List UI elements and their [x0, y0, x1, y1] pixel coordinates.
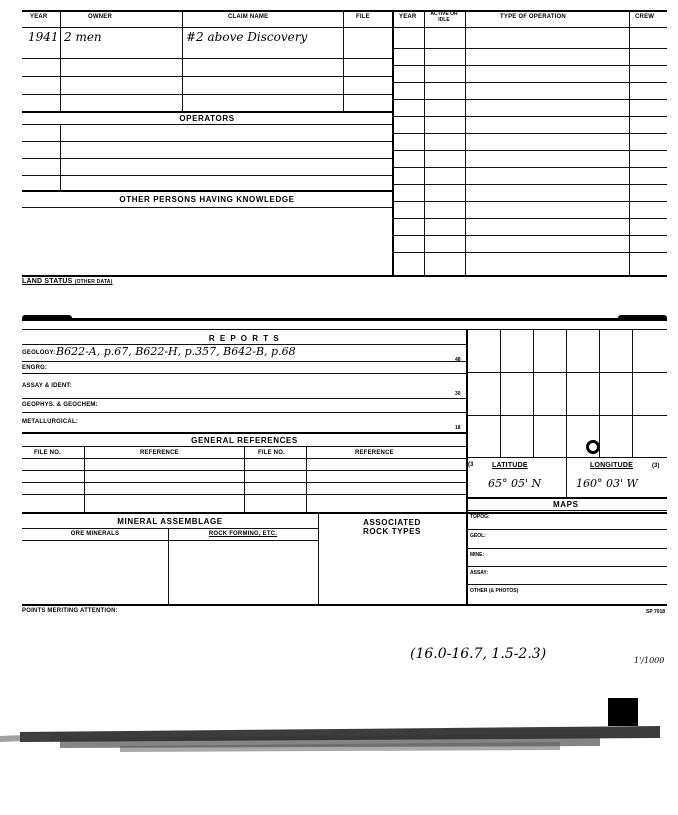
- entry-claim-name: #2 above Discovery: [186, 30, 308, 44]
- coords-note: (16.0-16.7, 1.5-2.3): [410, 646, 547, 662]
- divider: [343, 27, 344, 113]
- row-line: [22, 604, 667, 606]
- grid-line: [632, 329, 633, 457]
- row-line: [466, 510, 667, 511]
- claim-name-header: CLAIM NAME: [228, 14, 269, 20]
- associated-rock-types-label: [318, 518, 466, 536]
- engrg-label: ENGRG:: [22, 365, 48, 371]
- divider: [182, 10, 183, 27]
- form-number: SP 7018: [646, 609, 666, 615]
- topog-label: TOPOG:: [470, 514, 490, 520]
- row-line: [22, 190, 392, 192]
- row-line: [392, 201, 667, 202]
- year2-header: YEAR: [399, 14, 417, 20]
- divider-main: [392, 10, 394, 276]
- row-line: [22, 175, 392, 176]
- row-line: [22, 275, 667, 277]
- row-line: [392, 167, 667, 168]
- lon-suffix: (3): [652, 463, 660, 469]
- mineral-assemblage-title: MINERAL ASSEMBLAGE: [117, 517, 223, 526]
- ink-smudge: [618, 315, 667, 321]
- divider: [60, 27, 61, 113]
- divider: [424, 10, 425, 276]
- file-no-header: FILE NO.: [34, 450, 61, 456]
- row-line: [392, 65, 667, 66]
- reports-title: R E P O R T S: [208, 334, 281, 343]
- row-line: [22, 329, 667, 330]
- row-line: [22, 398, 467, 399]
- points-meriting-label: POINTS MERITING ATTENTION:: [22, 608, 118, 614]
- longitude-label: LONGITUDE: [590, 462, 634, 469]
- row-line: [392, 235, 667, 236]
- assay-map-label: ASSAY:: [470, 570, 489, 576]
- row-line: [22, 373, 467, 374]
- row-line: [392, 48, 667, 49]
- row-line: [22, 124, 392, 125]
- row-line: [22, 540, 318, 541]
- maps-title: MAPS: [553, 500, 579, 509]
- row-line: [22, 361, 467, 362]
- row-line: [22, 141, 392, 142]
- row-line: [22, 58, 392, 59]
- divider: [343, 10, 344, 27]
- reports-top-rule: [22, 318, 667, 321]
- other-photos-label: OTHER (& PHOTOS): [470, 588, 519, 594]
- file-header: FILE: [356, 14, 370, 20]
- grid-line: [566, 329, 567, 457]
- associated-line1: ASSOCIATED: [363, 518, 421, 527]
- grid-line: [533, 329, 534, 457]
- margin-number: 48: [455, 357, 461, 363]
- land-status-text: LAND STATUS: [22, 278, 73, 285]
- row-line: [22, 528, 318, 529]
- margin-number: 30: [455, 391, 461, 397]
- divider: [629, 10, 630, 276]
- divider: [60, 124, 61, 190]
- divider: [182, 27, 183, 113]
- divider: [244, 446, 245, 512]
- grid-line: [466, 372, 667, 373]
- land-status-sub: (OTHER DATA): [74, 279, 113, 285]
- row-line: [392, 218, 667, 219]
- row-line: [392, 184, 667, 185]
- general-references-title: GENERAL REFERENCES: [191, 436, 298, 445]
- assay-label: ASSAY & IDENT:: [22, 383, 72, 389]
- row-line: [466, 566, 667, 567]
- type-operation-header: TYPE OF OPERATION: [500, 14, 566, 20]
- row-line: [22, 158, 392, 159]
- row-line: [22, 76, 392, 77]
- land-status-label: [22, 278, 112, 285]
- header-underline: [22, 27, 667, 28]
- associated-line2: ROCK TYPES: [362, 527, 421, 536]
- row-line: [22, 207, 392, 208]
- grid-line: [466, 415, 667, 416]
- row-line: [466, 497, 667, 499]
- row-line: [466, 584, 667, 585]
- active-idle-header: ACTIVE OR IDLE: [430, 11, 458, 23]
- row-line: [22, 412, 467, 413]
- mine-label: MINE:: [470, 552, 485, 558]
- row-line: [392, 252, 667, 253]
- divider: [566, 457, 567, 497]
- reference-header-2: REFERENCE: [355, 450, 394, 456]
- row-line: [392, 150, 667, 151]
- row-line: [22, 94, 392, 95]
- geology-value: B622-A, p.67, B622-H, p.357, B642-B, p.68: [56, 345, 296, 358]
- ore-minerals-header: ORE MINERALS: [70, 531, 120, 537]
- row-line: [466, 548, 667, 549]
- geophys-label: GEOPHYS. & GEOCHEM:: [22, 402, 98, 408]
- divider: [60, 10, 61, 27]
- file-no-header-2: FILE NO.: [258, 450, 285, 456]
- metallurgical-label: METALLURGICAL:: [22, 419, 79, 425]
- latitude-label: LATITUDE: [492, 462, 528, 469]
- owner-header: OWNER: [88, 14, 112, 20]
- divider: [465, 10, 466, 276]
- row-line: [392, 133, 667, 134]
- rock-forming-header: ROCK FORMING, ETC.: [208, 531, 278, 537]
- row-line: [392, 99, 667, 100]
- entry-year: 1941: [28, 30, 59, 44]
- grid-line: [500, 329, 501, 457]
- divider: [84, 446, 85, 512]
- year-header: YEAR: [30, 14, 48, 20]
- reference-header: REFERENCE: [140, 450, 179, 456]
- operators-label: OPERATORS: [179, 114, 235, 123]
- other-persons-label: OTHER PERSONS HAVING KNOWLEDGE: [119, 195, 295, 204]
- ink-smudge: [22, 315, 72, 321]
- right-note: 1'/1000: [634, 656, 665, 665]
- longitude-value: 160° 03' W: [576, 477, 638, 490]
- lat-prefix: (3: [468, 462, 474, 468]
- crew-header: CREW: [635, 14, 655, 20]
- geology-label: GEOLOGY:: [22, 350, 56, 356]
- row-line: [466, 529, 667, 530]
- row-line: [22, 111, 392, 113]
- scan-noise: [0, 718, 678, 778]
- latitude-value: 65° 05' N: [488, 477, 542, 490]
- top-border: [22, 10, 667, 12]
- row-line: [392, 116, 667, 117]
- row-line: [392, 82, 667, 83]
- geol-label: GEOL:: [470, 533, 486, 539]
- grid-line: [599, 329, 600, 457]
- row-line: [22, 512, 667, 514]
- entry-owner: 2 men: [64, 30, 102, 44]
- divider: [168, 528, 169, 604]
- divider: [306, 446, 307, 512]
- margin-number: 18: [455, 425, 461, 431]
- row-line: [22, 432, 467, 434]
